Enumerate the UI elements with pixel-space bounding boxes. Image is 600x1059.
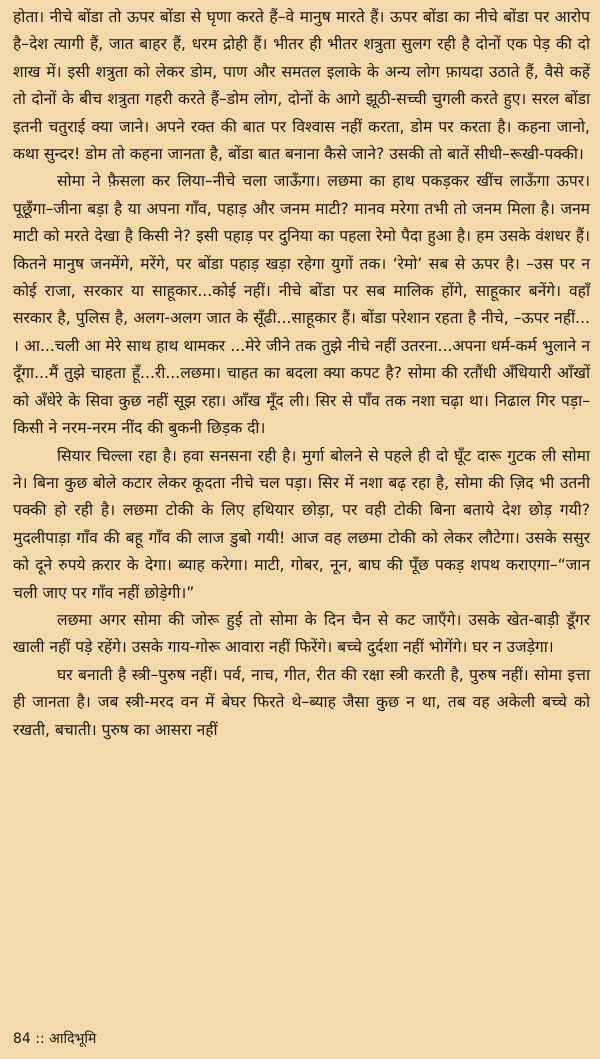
paragraph-4: लछमा अगर सोमा की जोरू हुई तो सोमा के दिन चैन से कट जाएँगे। उसके खेत-बाड़ी डूँगर खाली नहीं पड़े रहेंगे। उसके गाय-गोरू आवारा नहीं फिरेंगे। बच्चे दुर्दशा नहीं भोगेंगे। घर न उजड़ेगा। [13,610,590,657]
paragraph-2: सोमा ने फ़ैसला कर लिया–नीचे चला जाऊँगा। लछमा का हाथ पकड़कर खींच लाऊँगा ऊपर। पूछूँगा–जीना बड़ा है या अपना गाँव, पहाड़ और जनम माटी? मानव मरेगा तभी तो जनम मिला है। जनम माटी को मरते देखा है किसी ने? इसी पहाड़ पर दुनिया का पहला रेमो पैदा हुआ है। हम उसके वंशधर हैं। कितने मानुष जनमेंगे, मरेंगे, पर बोंडा पहाड़ खड़ा रहेगा युगों तक। ‘रेमो’ सब से ऊपर है। –उस पर न कोई राजा, सरकार या साहूकार...कोई नहीं। नीचे बोंडा पर सब मालिक होंगे, साहूकार बनेंगे। वहाँ सरकार है, पुलिस है, अलग-अलग जात के सूँढी...साहूकार हैं। बोंडा परेशान रहता है नीचे, –ऊपर नहीं... । आ...चली आ मेरे साथ हाथ थामकर ...मेरे जीने तक तुझे नीचे नहीं उतरना...अपना धर्म-कर्म भुलाने न दूँगा...मैं तुझे चाहता हूँ...री...लछमा। चाहत का बदला क्या कपट है? सोमा की रतौंधी अँधियारी आँखों को अँधेरे के सिवा कुछ नहीं सूझ रहा। आँख मूँद ली। सिर से पाँव तक नशा चढ़ा था। निढाल गिर पड़ा–किसी ने नरम-नरम नींद की बुकनी छिड़क दी। [13,172,590,438]
paragraph-1: होता। नीचे बोंडा तो ऊपर बोंडा से घृणा करते हैं–वे मानुष मारते हैं। ऊपर बोंडा का नीचे बोंडा पर आरोप है–देश त्यागी हैं, जात बाहर हैं, धरम द्रोही हैं। भीतर ही भीतर शत्रुता सुलग रही है दोनों एक पेड़ की दो शाख में। इसी शत्रुता को लेकर डोम, पाण और समतल इलाके के अन्य लोग फ़ायदा उठाते हैं, वैसे कहें तो दोनों के बीच शत्रुता गहरी करते हैं–डोम लोग, दोनों के आगे झूठी-सच्ची चुगली करते हुए। सरल बोंडा इतनी चतुराई क्या जाने। अपने रक्त की बात पर विश्वास नहीं करता, डोम पर करता है। कहना जानो, कथा सुन्दर! डोम तो कहना जानता है, बोंडा बात बनाना कैसे जाने? उसकी तो बातें सीधी–रूखी-पक्की। [13,8,590,164]
paragraph-5: घर बनाती है स्त्री–पुरुष नहीं। पर्व, नाच, गीत, रीत की रक्षा स्त्री करती है, पुरुष नहीं। सोमा इत्ता ही जानता है। जब स्त्री-मरद वन में बेघर फिरते थे–ब्याह जैसा कुछ न था, तब वह अकेली बच्चे को रखती, बचाती। पुरुष का आसरा नहीं [13,665,590,739]
paragraph-3: सियार चिल्ला रहा है। हवा सनसना रही है। मुर्गा बोलने से पहले ही दो घूँट दारू गुटक ली सोमा ने। बिना कुछ बोले कटार लेकर कूदता नीचे चल पड़ा। सिर में नशा बढ़ रहा है, सोमा की ज़िद भी उतनी पक्की हो रही है। लछमा टोकी के लिए हथियार छोड़ा, पर वही टोकी बिना बताये देश छोड़ गयी? मुदलीपाड़ा गाँव की बहू गाँव की लाज डुबो गयी! आज वह लछमा टोकी को लेकर लौटेगा। उसके ससुर को दूने रुपये क़रार के देगा। ब्याह करेगा। माटी, गोबर, नून, बाघ की पूँछ पकड़ शपथ कराएगा–“जान चली जाए पर गाँव नहीं छोड़ेगी।” [13,446,590,602]
page-footer: 84 :: आदिभूमि [13,1031,97,1047]
